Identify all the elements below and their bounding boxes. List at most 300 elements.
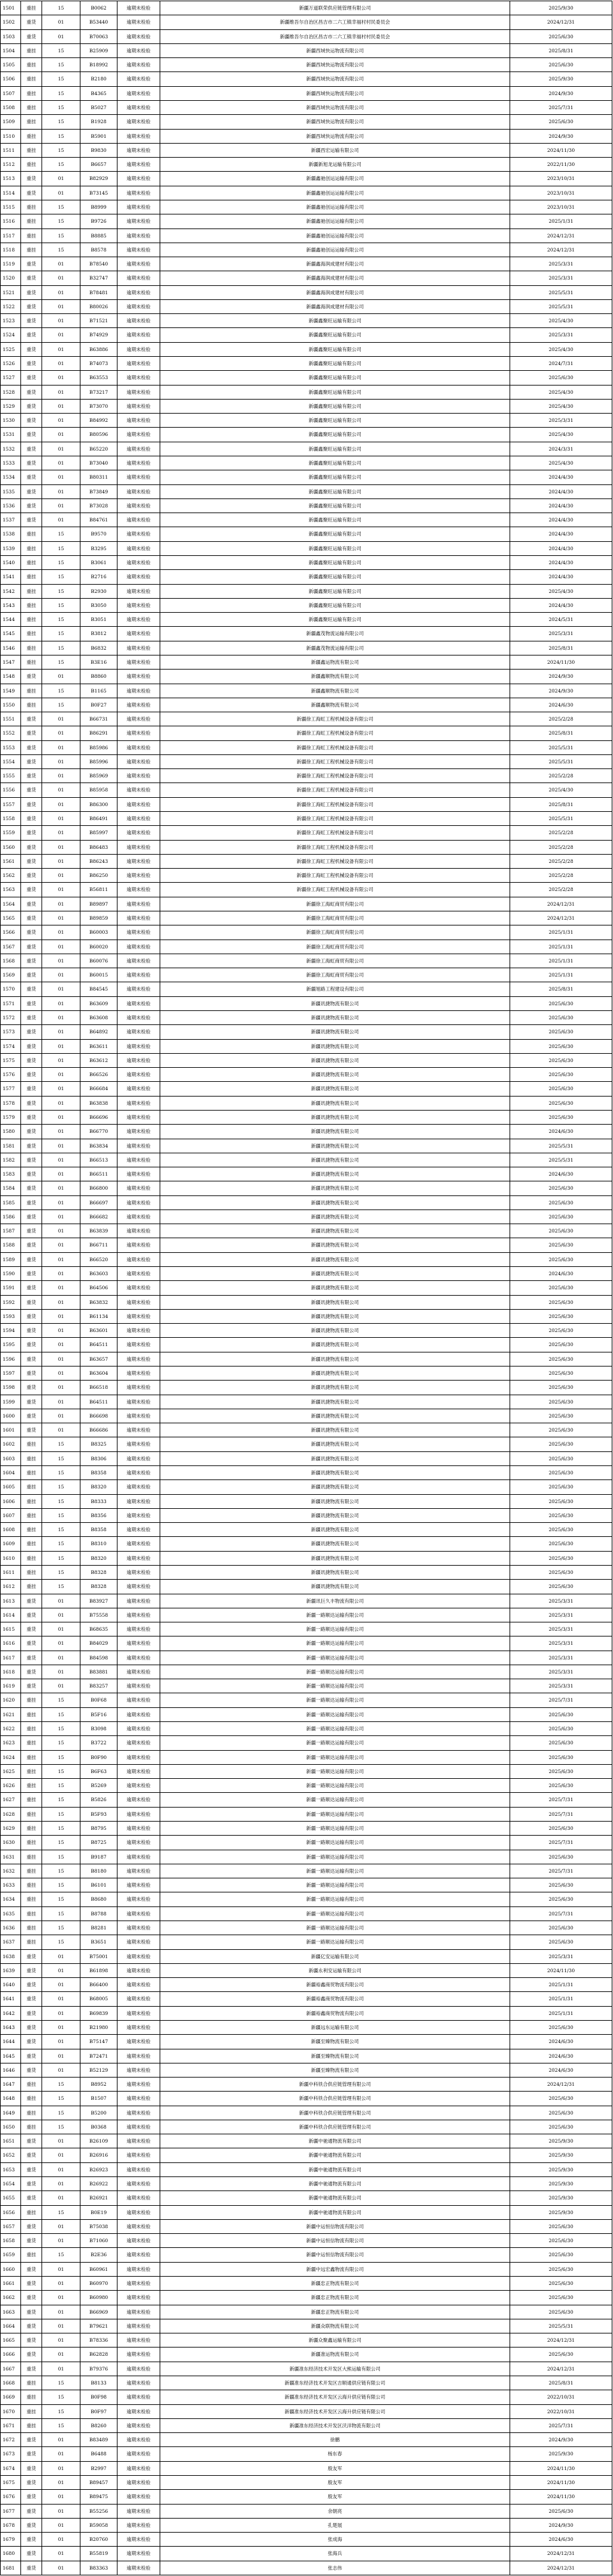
- vehicle-type-cell: 重货: [21, 371, 42, 385]
- table-row: [1, 15, 612, 29]
- expiry-date-cell: 2024/9/30: [510, 2518, 612, 2532]
- row-index: 1585: [1, 1195, 21, 1209]
- expiry-date-cell: 2025/2/28: [510, 840, 612, 854]
- plate-number-cell: B72471: [80, 2049, 117, 2063]
- company-name-cell: 新疆一路顺达运输有限公司: [160, 1736, 510, 1750]
- table-row: [1, 2120, 612, 2134]
- plate-number-cell: B86300: [80, 797, 117, 811]
- plate-number-cell: B63603: [80, 1267, 117, 1281]
- row-index: 1609: [1, 1537, 21, 1551]
- axle-type-cell: 15: [42, 555, 80, 569]
- plate-number-cell: B60020: [80, 940, 117, 954]
- company-name-cell: 新疆一路顺达运输有限公司: [160, 1722, 510, 1736]
- expiry-date-cell: 2025/6/30: [510, 1053, 612, 1067]
- table-row: [1, 754, 612, 768]
- vehicle-type-cell: 重挂: [21, 598, 42, 612]
- table-row: [1, 1195, 612, 1209]
- company-name-cell: 新疆讯捷物流有限公司: [160, 1480, 510, 1494]
- plate-number-cell: B85996: [80, 754, 117, 768]
- vehicle-type-cell: 重挂: [21, 2376, 42, 2390]
- expiry-date-cell: 2025/3/31: [510, 271, 612, 285]
- company-name-cell: 新疆讯捷物流有限公司: [160, 1565, 510, 1579]
- vehicle-type-cell: 重挂: [21, 1508, 42, 1522]
- axle-type-cell: 15: [42, 129, 80, 143]
- inspection-status-cell: 逾期未检验: [117, 2376, 160, 2390]
- inspection-status-cell: 逾期未检验: [117, 1523, 160, 1537]
- table-row: [1, 627, 612, 641]
- company-name-cell: 新疆徐工海虹工程机械设备有限公司: [160, 712, 510, 726]
- inspection-status-cell: 逾期未检验: [117, 1139, 160, 1153]
- expiry-date-cell: 2025/8/31: [510, 797, 612, 811]
- vehicle-type-cell: 重挂: [21, 1722, 42, 1736]
- inspection-status-cell: 逾期未检验: [117, 1252, 160, 1266]
- axle-type-cell: 01: [42, 1053, 80, 1067]
- inspection-status-cell: 逾期未检验: [117, 2319, 160, 2333]
- plate-number-cell: B68635: [80, 1622, 117, 1636]
- axle-type-cell: 01: [42, 1594, 80, 1608]
- row-index: 1547: [1, 655, 21, 669]
- vehicle-type-cell: 重货: [21, 2006, 42, 2020]
- axle-type-cell: 01: [42, 1636, 80, 1651]
- table-row: [1, 2049, 612, 2063]
- expiry-date-cell: 2025/2/28: [510, 712, 612, 726]
- row-index: 1586: [1, 1209, 21, 1224]
- table-row: [1, 2547, 612, 2561]
- inspection-status-cell: 逾期未检验: [117, 968, 160, 982]
- plate-number-cell: B66711: [80, 1238, 117, 1252]
- vehicle-type-cell: 重货: [21, 1949, 42, 1963]
- vehicle-type-cell: 重挂: [21, 1935, 42, 1949]
- table-row: [1, 1935, 612, 1949]
- axle-type-cell: 01: [42, 1679, 80, 1693]
- company-name-cell: 徐鹏: [160, 2433, 510, 2447]
- vehicle-type-cell: 重货: [21, 2533, 42, 2547]
- axle-type-cell: 15: [42, 1, 80, 15]
- expiry-date-cell: 2025/3/31: [510, 328, 612, 342]
- plate-number-cell: B21980: [80, 2020, 117, 2034]
- vehicle-type-cell: 重货: [21, 285, 42, 299]
- plate-number-cell: B8320: [80, 1480, 117, 1494]
- axle-type-cell: 15: [42, 1836, 80, 1850]
- expiry-date-cell: 2025/6/30: [510, 1850, 612, 1864]
- expiry-date-cell: 2025/1/31: [510, 1978, 612, 1992]
- row-index: 1659: [1, 2248, 21, 2262]
- table-row: [1, 1167, 612, 1181]
- plate-number-cell: B0F97: [80, 2404, 117, 2418]
- expiry-date-cell: 2024/12/31: [510, 243, 612, 257]
- axle-type-cell: 01: [42, 2063, 80, 2077]
- inspection-status-cell: 逾期未检验: [117, 1963, 160, 1977]
- vehicle-type-cell: 重挂: [21, 1750, 42, 1764]
- inspection-status-cell: 逾期未检验: [117, 1736, 160, 1750]
- expiry-date-cell: 2025/3/31: [510, 1594, 612, 1608]
- axle-type-cell: 15: [42, 2404, 80, 2418]
- company-name-cell: 新疆鑫顺物流有限公司: [160, 670, 510, 684]
- company-name-cell: 新疆一路顺达运输有限公司: [160, 1679, 510, 1693]
- inspection-status-cell: 逾期未检验: [117, 1594, 160, 1608]
- axle-type-cell: 01: [42, 812, 80, 826]
- expiry-date-cell: 2025/6/30: [510, 2305, 612, 2319]
- row-index: 1590: [1, 1267, 21, 1281]
- table-row: [1, 2518, 612, 2532]
- expiry-date-cell: 2025/6/30: [510, 371, 612, 385]
- inspection-status-cell: 逾期未检验: [117, 670, 160, 684]
- expiry-date-cell: 2025/6/30: [510, 2248, 612, 2262]
- inspection-status-cell: 逾期未检验: [117, 2020, 160, 2034]
- row-index: 1627: [1, 1793, 21, 1807]
- table-row: [1, 2219, 612, 2233]
- inspection-status-cell: 逾期未检验: [117, 527, 160, 541]
- axle-type-cell: 15: [42, 1850, 80, 1864]
- company-name-cell: 新疆讯捷物流有限公司: [160, 1110, 510, 1124]
- vehicle-type-cell: 重挂: [21, 1764, 42, 1778]
- row-index: 1626: [1, 1779, 21, 1793]
- axle-type-cell: 01: [42, 2475, 80, 2489]
- inspection-status-cell: 逾期未检验: [117, 1580, 160, 1594]
- axle-type-cell: 15: [42, 1580, 80, 1594]
- row-index: 1608: [1, 1523, 21, 1537]
- vehicle-type-cell: 重货: [21, 2490, 42, 2504]
- axle-type-cell: 15: [42, 1935, 80, 1949]
- plate-number-cell: B73040: [80, 456, 117, 470]
- table-row: [1, 1864, 612, 1878]
- inspection-status-cell: 逾期未检验: [117, 1822, 160, 1836]
- inspection-status-cell: 逾期未检验: [117, 598, 160, 612]
- table-row: [1, 1125, 612, 1139]
- expiry-date-cell: 2025/1/31: [510, 925, 612, 940]
- vehicle-type-cell: 重货: [21, 2291, 42, 2305]
- row-index: 1551: [1, 712, 21, 726]
- row-index: 1525: [1, 342, 21, 356]
- expiry-date-cell: 2025/6/30: [510, 1096, 612, 1110]
- axle-type-cell: 01: [42, 2035, 80, 2049]
- expiry-date-cell: 2024/9/30: [510, 86, 612, 100]
- inspection-status-cell: 逾期未检验: [117, 414, 160, 428]
- expiry-date-cell: 2024/12/31: [510, 2333, 612, 2348]
- inspection-status-cell: 逾期未检验: [117, 2504, 160, 2518]
- vehicle-type-cell: 重货: [21, 172, 42, 186]
- plate-number-cell: B0F27: [80, 698, 117, 712]
- company-name-cell: 新疆鑫聚旺运输有限公司: [160, 484, 510, 498]
- vehicle-type-cell: 重挂: [21, 1551, 42, 1565]
- vehicle-type-cell: 重货: [21, 1125, 42, 1139]
- expiry-date-cell: 2025/6/30: [510, 1395, 612, 1409]
- axle-type-cell: 01: [42, 2006, 80, 2020]
- axle-type-cell: 15: [42, 43, 80, 57]
- company-name-cell: 新疆讯捷物流有限公司: [160, 1195, 510, 1209]
- expiry-date-cell: 2024/11/30: [510, 2461, 612, 2475]
- axle-type-cell: 15: [42, 2248, 80, 2262]
- inspection-status-cell: 逾期未检验: [117, 2561, 160, 2575]
- row-index: 1630: [1, 1836, 21, 1850]
- row-index: 1562: [1, 869, 21, 883]
- company-name-cell: 新疆讯巨久丰物流有限公司: [160, 1594, 510, 1608]
- company-name-cell: 新疆一路顺达运输有限公司: [160, 1608, 510, 1622]
- expiry-date-cell: 2025/4/30: [510, 385, 612, 399]
- vehicle-type-cell: 重挂: [21, 2390, 42, 2404]
- table-row: [1, 1608, 612, 1622]
- expiry-date-cell: 2025/7/31: [510, 1906, 612, 1921]
- expiry-date-cell: 2025/7/31: [510, 1807, 612, 1821]
- plate-number-cell: B4365: [80, 86, 117, 100]
- table-row: [1, 1807, 612, 1821]
- row-index: 1583: [1, 1167, 21, 1181]
- table-row: [1, 200, 612, 214]
- row-index: 1643: [1, 2020, 21, 2034]
- plate-number-cell: B75558: [80, 1608, 117, 1622]
- axle-type-cell: 15: [42, 1878, 80, 1892]
- company-name-cell: 新疆鑫驰创运运输有限公司: [160, 214, 510, 228]
- expiry-date-cell: 2025/6/30: [510, 1480, 612, 1494]
- plate-number-cell: B8333: [80, 1494, 117, 1508]
- company-name-cell: 新疆鑫聚旺运输有限公司: [160, 584, 510, 598]
- expiry-date-cell: 2025/6/30: [510, 1822, 612, 1836]
- company-name-cell: 新疆讯捷物流有限公司: [160, 1082, 510, 1096]
- row-index: 1675: [1, 2475, 21, 2489]
- inspection-status-cell: 逾期未检验: [117, 1921, 160, 1935]
- axle-type-cell: 01: [42, 1252, 80, 1266]
- table-row: [1, 470, 612, 484]
- axle-type-cell: 15: [42, 86, 80, 100]
- plate-number-cell: B9570: [80, 527, 117, 541]
- company-name-cell: 杨东春: [160, 2447, 510, 2461]
- expiry-date-cell: 2024/6/30: [510, 1167, 612, 1181]
- axle-type-cell: 15: [42, 613, 80, 627]
- expiry-date-cell: 2025/5/31: [510, 1139, 612, 1153]
- axle-type-cell: 01: [42, 740, 80, 754]
- row-index: 1632: [1, 1864, 21, 1878]
- company-name-cell: 孔楚展: [160, 2518, 510, 2532]
- table-row: [1, 271, 612, 285]
- row-index: 1555: [1, 769, 21, 783]
- expiry-date-cell: 2025/7/31: [510, 2418, 612, 2432]
- vehicle-type-cell: 重挂: [21, 143, 42, 157]
- row-index: 1532: [1, 442, 21, 456]
- plate-number-cell: B26921: [80, 2191, 117, 2205]
- vehicle-type-cell: 重货: [21, 783, 42, 797]
- axle-type-cell: 01: [42, 1963, 80, 1977]
- axle-type-cell: 15: [42, 1864, 80, 1878]
- plate-number-cell: B6657: [80, 158, 117, 172]
- expiry-date-cell: 2025/6/30: [510, 1252, 612, 1266]
- axle-type-cell: 01: [42, 342, 80, 356]
- expiry-date-cell: 2024/5/31: [510, 613, 612, 627]
- company-name-cell: 新疆永利安运输有限公司: [160, 1963, 510, 1977]
- table-row: [1, 1523, 612, 1537]
- vehicle-type-cell: 重货: [21, 2277, 42, 2291]
- axle-type-cell: 01: [42, 513, 80, 527]
- inspection-status-cell: 逾期未检验: [117, 740, 160, 754]
- plate-number-cell: B3651: [80, 1935, 117, 1949]
- company-name-cell: 新疆一路顺达运输有限公司: [160, 1906, 510, 1921]
- table-row: [1, 2490, 612, 2504]
- company-name-cell: 新疆西域快运物流有限公司: [160, 86, 510, 100]
- vehicle-type-cell: 重货: [21, 328, 42, 342]
- axle-type-cell: 01: [42, 1195, 80, 1209]
- table-row: [1, 2433, 612, 2447]
- company-name-cell: 新疆鑫茂物流运输有限公司: [160, 641, 510, 655]
- inspection-status-cell: 逾期未检验: [117, 2205, 160, 2219]
- vehicle-type-cell: 重货: [21, 712, 42, 726]
- vehicle-type-cell: 重货: [21, 2319, 42, 2333]
- expiry-date-cell: 2024/6/30: [510, 1267, 612, 1281]
- plate-number-cell: B63604: [80, 1367, 117, 1381]
- vehicle-type-cell: 重货: [21, 2333, 42, 2348]
- company-name-cell: 新疆鑫聚旺运输有限公司: [160, 613, 510, 627]
- inspection-status-cell: 逾期未检验: [117, 2063, 160, 2077]
- row-index: 1610: [1, 1551, 21, 1565]
- inspection-status-cell: 逾期未检验: [117, 299, 160, 313]
- row-index: 1534: [1, 470, 21, 484]
- company-name-cell: 新疆忠正物流有限公司: [160, 2305, 510, 2319]
- axle-type-cell: 15: [42, 200, 80, 214]
- inspection-status-cell: 逾期未检验: [117, 613, 160, 627]
- expiry-date-cell: 2024/4/30: [510, 484, 612, 498]
- company-name-cell: 新疆徐工海虹工程机械设备有限公司: [160, 726, 510, 740]
- axle-type-cell: 15: [42, 1906, 80, 1921]
- axle-type-cell: 15: [42, 143, 80, 157]
- row-index: 1634: [1, 1892, 21, 1906]
- plate-number-cell: B9187: [80, 1850, 117, 1864]
- plate-number-cell: B71060: [80, 2234, 117, 2248]
- row-index: 1528: [1, 385, 21, 399]
- expiry-date-cell: 2025/6/30: [510, 1238, 612, 1252]
- inspection-status-cell: 逾期未检验: [117, 143, 160, 157]
- company-name-cell: 新疆西宏运输有限公司: [160, 143, 510, 157]
- row-index: 1512: [1, 158, 21, 172]
- axle-type-cell: 01: [42, 385, 80, 399]
- row-index: 1541: [1, 570, 21, 584]
- inspection-status-cell: 逾期未检验: [117, 2248, 160, 2262]
- plate-number-cell: B3050: [80, 598, 117, 612]
- company-name-cell: 新疆讯捷物流有限公司: [160, 1523, 510, 1537]
- company-name-cell: 新疆鑫聚旺运输有限公司: [160, 470, 510, 484]
- table-row: [1, 1494, 612, 1508]
- company-name-cell: 新疆徐工海虹工程机械设备有限公司: [160, 840, 510, 854]
- axle-type-cell: 01: [42, 1395, 80, 1409]
- company-name-cell: 新疆徐工海虹工程机械设备有限公司: [160, 797, 510, 811]
- expiry-date-cell: 2024/11/30: [510, 143, 612, 157]
- row-index: 1649: [1, 2106, 21, 2120]
- expiry-date-cell: 2024/6/30: [510, 1125, 612, 1139]
- vehicle-type-cell: 重货: [21, 1281, 42, 1295]
- row-index: 1550: [1, 698, 21, 712]
- inspection-status-cell: 逾期未检验: [117, 86, 160, 100]
- axle-type-cell: 01: [42, 328, 80, 342]
- vehicle-type-cell: 重货: [21, 1594, 42, 1608]
- axle-type-cell: 01: [42, 2262, 80, 2276]
- table-row: [1, 2461, 612, 2475]
- axle-type-cell: 01: [42, 869, 80, 883]
- company-name-cell: 新疆徐工海虹工程机械设备有限公司: [160, 869, 510, 883]
- axle-type-cell: 15: [42, 1807, 80, 1821]
- row-index: 1599: [1, 1395, 21, 1409]
- inspection-status-cell: 逾期未检验: [117, 2148, 160, 2162]
- vehicle-type-cell: 重货: [21, 840, 42, 854]
- company-name-cell: 新疆徐工海虹工程机械设备有限公司: [160, 740, 510, 754]
- axle-type-cell: 01: [42, 1125, 80, 1139]
- company-name-cell: 新疆旭路工程建设有限公司: [160, 982, 510, 996]
- table-row: [1, 115, 612, 129]
- inspection-status-cell: 逾期未检验: [117, 726, 160, 740]
- axle-type-cell: 01: [42, 925, 80, 940]
- axle-type-cell: 01: [42, 1025, 80, 1039]
- vehicle-type-cell: 重挂: [21, 1850, 42, 1864]
- axle-type-cell: 15: [42, 2120, 80, 2134]
- plate-number-cell: B8356: [80, 1508, 117, 1522]
- vehicle-type-cell: 重挂: [21, 1921, 42, 1935]
- table-row: [1, 1267, 612, 1281]
- table-row: [1, 996, 612, 1010]
- expiry-date-cell: 2024/4/30: [510, 598, 612, 612]
- row-index: 1677: [1, 2504, 21, 2518]
- company-name-cell: 新疆讯捷物流有限公司: [160, 996, 510, 1010]
- plate-number-cell: B8306: [80, 1451, 117, 1465]
- vehicle-type-cell: 重挂: [21, 214, 42, 228]
- row-index: 1566: [1, 925, 21, 940]
- plate-number-cell: B73145: [80, 186, 117, 200]
- plate-number-cell: B70063: [80, 29, 117, 43]
- plate-number-cell: B26923: [80, 2162, 117, 2176]
- plate-number-cell: B83881: [80, 1665, 117, 1679]
- axle-type-cell: 01: [42, 2305, 80, 2319]
- plate-number-cell: B66731: [80, 712, 117, 726]
- axle-type-cell: 01: [42, 911, 80, 925]
- plate-number-cell: B63839: [80, 1224, 117, 1238]
- axle-type-cell: 01: [42, 1068, 80, 1082]
- table-row: [1, 2504, 612, 2518]
- row-index: 1640: [1, 1978, 21, 1992]
- plate-number-cell: B18992: [80, 58, 117, 72]
- row-index: 1564: [1, 897, 21, 911]
- company-name-cell: 新疆中远宏鑫物流有限公司: [160, 2262, 510, 2276]
- expiry-date-cell: 2025/6/30: [510, 1281, 612, 1295]
- company-name-cell: 新疆中科铁合供应链管理有限公司: [160, 2120, 510, 2134]
- axle-type-cell: 15: [42, 1551, 80, 1565]
- vehicle-type-cell: 重货: [21, 2461, 42, 2475]
- company-name-cell: 新疆准东经济技术开发区沃洋物流有限公司: [160, 2418, 510, 2432]
- expiry-date-cell: 2024/12/31: [510, 15, 612, 29]
- vehicle-type-cell: 重货: [21, 1381, 42, 1395]
- plate-number-cell: B3722: [80, 1736, 117, 1750]
- inspection-status-cell: 逾期未检验: [117, 257, 160, 271]
- table-row: [1, 1110, 612, 1124]
- table-row: [1, 1139, 612, 1153]
- table-row: [1, 684, 612, 698]
- vehicle-type-cell: 重挂: [21, 243, 42, 257]
- table-row: [1, 982, 612, 996]
- table-row: [1, 1010, 612, 1024]
- company-name-cell: 新疆准东经济技术开发区吉顺通供应链有限公司: [160, 2376, 510, 2390]
- vehicle-type-cell: 重货: [21, 342, 42, 356]
- row-index: 1679: [1, 2533, 21, 2547]
- table-row: [1, 670, 612, 684]
- company-name-cell: 新疆徐工海虹商贸有限公司: [160, 940, 510, 954]
- company-name-cell: 新疆讯捷物流有限公司: [160, 1537, 510, 1551]
- expiry-date-cell: 2025/6/30: [510, 1935, 612, 1949]
- vehicle-type-cell: 重挂: [21, 129, 42, 143]
- expiry-date-cell: 2025/6/30: [510, 1181, 612, 1195]
- inspection-status-cell: 逾期未检验: [117, 783, 160, 797]
- axle-type-cell: 01: [42, 996, 80, 1010]
- axle-type-cell: 15: [42, 1822, 80, 1836]
- company-name-cell: 新疆鑫海润成建材有限公司: [160, 257, 510, 271]
- table-row: [1, 1892, 612, 1906]
- company-name-cell: 新疆至臻物流有限公司: [160, 2063, 510, 2077]
- table-row: [1, 1252, 612, 1266]
- expiry-date-cell: 2025/8/31: [510, 43, 612, 57]
- plate-number-cell: B66518: [80, 1381, 117, 1395]
